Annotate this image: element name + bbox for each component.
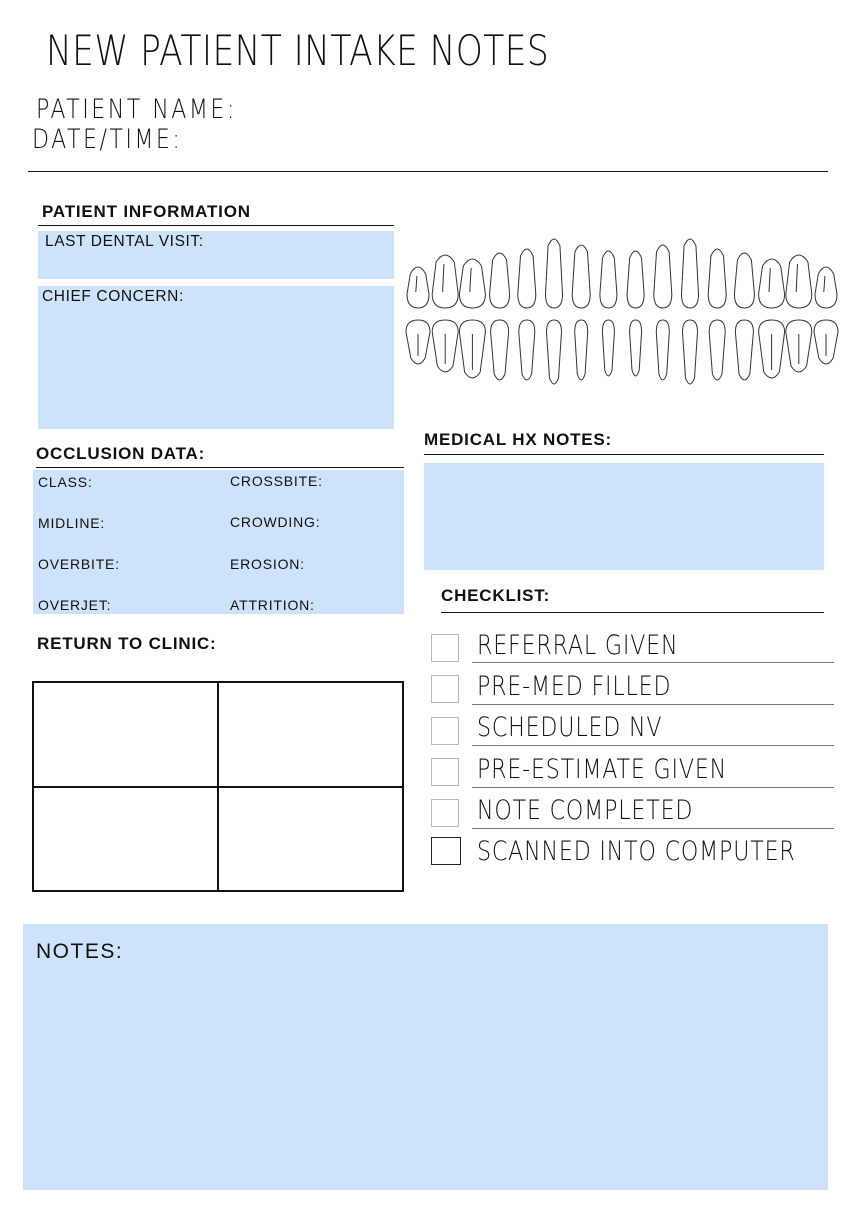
checklist-line [472, 704, 834, 705]
checklist-line [472, 828, 834, 829]
occlusion-overbite-label: OVERBITE: [38, 556, 120, 572]
tooth-outline [547, 320, 562, 384]
return-clinic-cell[interactable] [33, 787, 218, 892]
chief-concern-label: CHIEF CONCERN: [42, 288, 184, 305]
tooth-outline [432, 255, 458, 308]
datetime-label: DATE/TIME: [32, 124, 183, 155]
tooth-outline [443, 264, 444, 292]
tooth-outline [815, 267, 837, 308]
medical-hx-notes-field[interactable] [424, 463, 824, 570]
tooth-outline [786, 255, 812, 308]
tooth-outline [682, 239, 699, 308]
occlusion-erosion-label: EROSION: [230, 556, 305, 572]
checkbox-note-completed[interactable] [431, 799, 459, 827]
checklist-item-label: NOTE COMPLETED [477, 795, 694, 826]
return-to-clinic-heading: RETURN TO CLINIC: [37, 634, 217, 653]
return-clinic-cell[interactable] [218, 682, 403, 787]
tooth-outline [824, 276, 825, 292]
tooth-outline [546, 239, 563, 308]
tooth-outline [518, 249, 536, 308]
tooth-outline [572, 245, 590, 308]
tooth-outline [416, 276, 417, 292]
tooth-outline [656, 320, 669, 380]
notes-field[interactable] [23, 924, 828, 1190]
last-dental-visit-label: LAST DENTAL VISIT: [45, 233, 204, 250]
tooth-outline [519, 320, 535, 380]
checkbox-scheduled-nv[interactable] [431, 717, 459, 745]
occlusion-overjet-label: OVERJET: [38, 597, 112, 613]
form-title: NEW PATIENT INTAKE NOTES [46, 26, 550, 75]
tooth-outline [490, 253, 510, 308]
checklist-underline [441, 612, 824, 613]
tooth-outline [708, 249, 726, 308]
occlusion-crowding-label: CROWDING: [230, 514, 321, 530]
tooth-outline [602, 320, 614, 376]
checkbox-referral-given[interactable] [431, 634, 459, 662]
occlusion-crossbite-label: CROSSBITE: [230, 473, 323, 489]
tooth-outline [630, 320, 642, 376]
tooth-outline [459, 259, 485, 308]
tooth-outline [683, 320, 698, 384]
occlusion-underline [36, 467, 404, 468]
checklist-item-label: SCHEDULED NV [477, 712, 663, 743]
checklist-heading: CHECKLIST: [441, 586, 551, 605]
chief-concern-field[interactable] [38, 286, 394, 429]
checklist-item-label: REFERRAL GIVEN [477, 630, 679, 661]
medical-hx-heading: MEDICAL HX NOTES: [424, 430, 613, 449]
tooth-outline [709, 320, 725, 380]
checkbox-pre-med-filled[interactable] [431, 675, 459, 703]
tooth-outline [734, 253, 754, 308]
tooth-outline [769, 268, 770, 292]
checkbox-pre-estimate-given[interactable] [431, 758, 459, 786]
header-divider [28, 171, 828, 172]
occlusion-attrition-label: ATTRITION: [230, 597, 315, 613]
occlusion-heading: OCCLUSION DATA: [36, 444, 206, 463]
patient-name-label: PATIENT NAME: [36, 94, 237, 125]
return-clinic-cell[interactable] [218, 787, 403, 892]
tooth-outline [407, 267, 429, 308]
medical-hx-underline [424, 454, 824, 455]
return-to-clinic-grid [32, 681, 404, 892]
patient-info-underline [38, 225, 394, 226]
checklist-line [472, 787, 834, 788]
tooth-outline [470, 268, 471, 292]
tooth-outline [796, 264, 797, 292]
checklist-item-label: PRE-MED FILLED [477, 671, 672, 702]
tooth-chart-icon [398, 232, 847, 392]
last-dental-visit-field[interactable] [38, 231, 394, 279]
checklist-line [472, 662, 834, 663]
checklist-item-label: SCANNED INTO COMPUTER [477, 836, 796, 867]
tooth-outline [759, 259, 785, 308]
patient-info-heading: PATIENT INFORMATION [42, 202, 251, 221]
tooth-outline [575, 320, 588, 380]
checkbox-scanned-into-computer[interactable] [431, 837, 461, 865]
occlusion-field[interactable] [33, 470, 404, 614]
notes-heading: NOTES: [36, 940, 124, 963]
tooth-outline [735, 320, 753, 380]
tooth-outline [627, 251, 644, 308]
occlusion-class-label: CLASS: [38, 474, 93, 490]
checklist-item-label: PRE-ESTIMATE GIVEN [477, 754, 728, 785]
occlusion-midline-label: MIDLINE: [38, 515, 106, 531]
tooth-outline [600, 251, 617, 308]
tooth-outline [491, 320, 509, 380]
return-clinic-cell[interactable] [33, 682, 218, 787]
tooth-outline [654, 245, 672, 308]
checklist-line [472, 745, 834, 746]
